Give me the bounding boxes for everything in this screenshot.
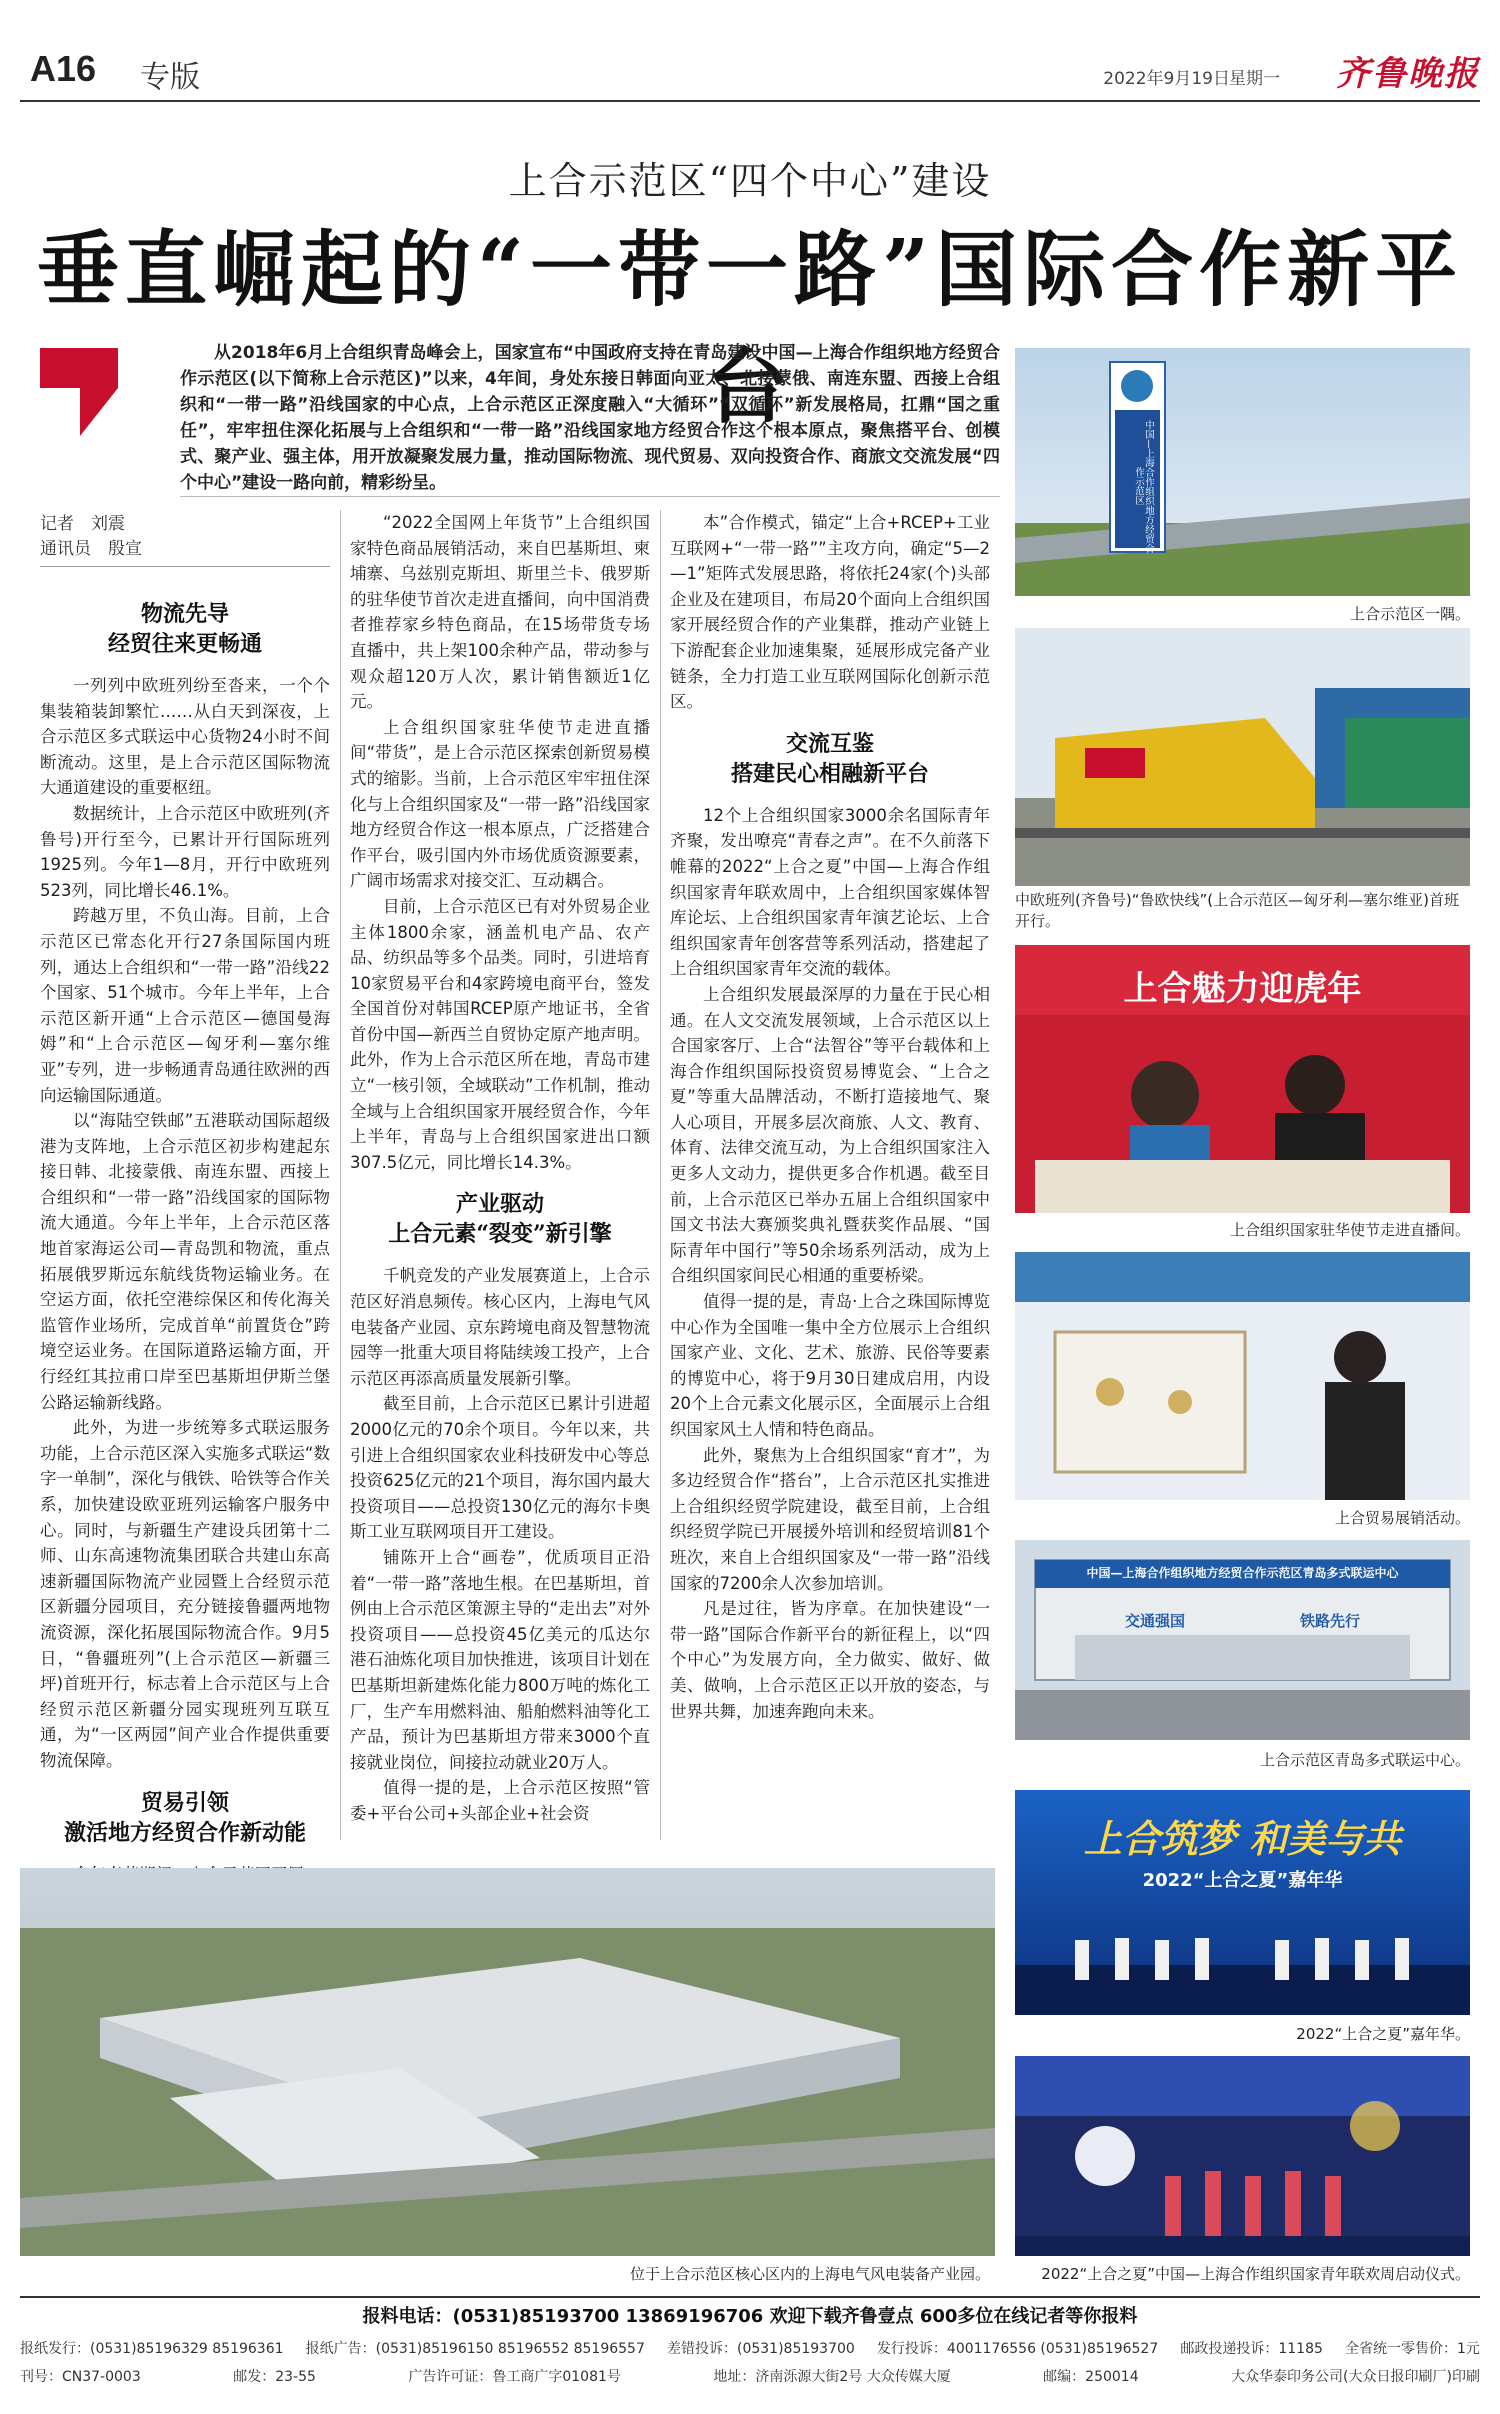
issue-weekday: 星期一 (1229, 69, 1280, 89)
logistics-banner: 中国—上海合作组织地方经贸合作示范区青岛多式联运中心 (1086, 1566, 1399, 1580)
paragraph: 千帆竞发的产业发展赛道上，上合示范区好消息频传。核心区内，上海电气风电装备产业园、京东跨境电商及智慧物流园等一批重大项目将陆续竣工投产，上合示范区再添高质量发展新引擎。 (350, 1266, 650, 1388)
paragraph: 12个上合组织国家3000余名国际青年齐聚，发出嘹亮“青春之声”。在不久前落下帷幕的2022“上合之夏”中国—上海合作组织国家青年联欢周中，上合组织国家媒体智库论坛、上合组织国家青年演艺论坛、上合组织国家青年创客营等系列活动，搭建起了上合组织国家青年交流的载体。 (670, 805, 990, 979)
paragraph: 上合组织国家驻华使节走进直播间“带货”，是上合示范区探索创新贸易模式的缩影。当前，上合示范区牢牢扭住深化与上合组织国家及“一带一路”沿线国家地方经贸合作这一根本原点，广泛搭建合作平台，吸引国内外市场优质资源要素，广阔市场需求对接交汇、互动耦合。 (350, 717, 650, 891)
column-rule (660, 510, 661, 1840)
photo-logistics-center (1015, 1540, 1470, 1740)
byline-correspondent: 通讯员 殷宣 (40, 539, 142, 559)
masthead (20, 44, 1480, 102)
footer-item: 广告许可证：鲁工商广字01081号 (408, 2369, 621, 2385)
headline: 垂直崛起的“一带一路”国际合作新平台 (36, 222, 1464, 435)
footer-row (20, 2338, 1480, 2358)
news-hotline: 报料电话：(0531)85193700 13869196706 欢迎下载齐鲁壹点 600多位在线记者等你报料 (362, 2306, 1138, 2327)
subhead: 物流先导 经贸往来更畅通 (107, 601, 262, 657)
photo-caption: 2022“上合之夏”中国—上海合作组织国家青年联欢周启动仪式。 (1041, 2265, 1470, 2283)
kicker: 上合示范区“四个中心”建设 (508, 159, 992, 203)
trade-fair-illustration (1015, 1252, 1470, 1500)
footer-item: 报纸发行：(0531)85196329 85196361 (20, 2341, 284, 2357)
paragraph: 此外，为进一步统筹多式联运服务功能，上合示范区深入实施多式联运“数字一单制”，深化与俄铁、哈铁等合作关系，加快建设欧亚班列运输客户服务中心。同时，与新疆生产建设兵团第十二师、山东高速物流集团联合共建山东高速新疆国际物流产业园暨上合经贸示范区新疆分园项目，充分链接鲁疆两地物流资源，深化拓展国际物流合作。9月5日，“鲁疆班列”(上合示范区—新疆三坪)首班开行，标志着上合示范区与上合经贸示范区新疆分园实现班列互联互通，为“一区两园”间产业合作提供重要物流保障。 (40, 1418, 330, 1770)
subhead: 贸易引领 激活地方经贸合作新动能 (63, 1789, 306, 1846)
paragraph: 跨越万里，不负山海。目前，上合示范区已常态化开行27条国际国内班列，通达上合组织和“一带一路”沿线22个国家、51个城市。今年上半年，上合示范区新开通“上合示范区—德国曼海姆”和“上合示范区—匈牙利—塞尔维亚”专列，进一步畅通青岛通往欧洲的西向运输国际通道。 (40, 906, 330, 1105)
newspaper-logo: 齐鲁晚报 (1336, 54, 1480, 94)
train-illustration (1015, 628, 1470, 886)
page-number: A16 (30, 48, 97, 89)
footer-row (20, 2366, 1480, 2386)
article-column-1 (40, 585, 330, 1855)
paragraph: 一列列中欧班列纷至沓来，一个个集装箱装卸繁忙……从白天到深夜，上合示范区多式联运中心货物24小时不间断流动。这里，是上合示范区国际物流大通道建设的重要枢纽。 (40, 676, 330, 798)
gate-sign: 交通强国 (1124, 1612, 1185, 1630)
byline-reporter: 记者 刘震 (40, 514, 125, 534)
footer-item: 发行投诉：4001176556 (0531)85196527 (876, 2341, 1159, 2357)
paragraph: 铺陈开上合“画卷”，优质项目正沿着“一带一路”落地生根。在巴基斯坦，首例由上合示范区策源主导的“走出去”对外投资项目——总投资45亿美元的瓜达尔港石油炼化项目加快推进，该项目计划在巴基斯坦新建炼化能力800万吨的炼化工厂，生产车用燃料油、船舶燃料油等化工产品，预计为巴基斯坦方带来3000个直接就业岗位，间接拉动就业20万人。 (350, 1547, 650, 1772)
footer-item: 大众华泰印务公司(大众日报印刷厂)印刷 (1231, 2369, 1480, 2385)
paragraph: 目前，上合示范区已有对外贸易企业主体1800余家，涵盖机电产品、农产品、纺织品等多个品类。同时，引进培育10家贸易平台和4家跨境电商平台，签发全国首份对韩国RCEP原产地证书，全省首份中国—新西兰自贸协定原产地声明。此外，作为上合示范区所在地，青岛市建立“一核引领，全域联动”工作机制，推动全域与上合组织国家开展经贸合作，今年上半年，青岛与上合组织国家进出口额307.5亿元，同比增长14.3%。 (350, 896, 650, 1172)
photo-train (1015, 628, 1470, 886)
subhead: 交流互鉴 搭建民心相融新平台 (730, 730, 929, 787)
photo-caption: 位于上合示范区核心区内的上海电气风电装备产业园。 (629, 2265, 990, 2283)
article-column-2 (350, 510, 650, 1855)
section-name: 专版 (140, 60, 200, 95)
footer-item: 邮发：23-55 (233, 2369, 316, 2385)
photo-caption: 上合组织国家驻华使节走进直播间。 (1229, 1221, 1470, 1239)
youth-festival-illustration (1015, 2056, 1470, 2256)
paragraph: 此外，聚焦为上合组织国家“育才”，为多边经贸合作“搭台”，上合示范区扎实推进上合组织经贸学院建设，截至目前，上合组织经贸学院已开展援外培训和经贸培训81个班次，来自上合组织国家及“一带一路”沿线国家的7200余人次参加培训。 (670, 1445, 990, 1593)
lead-marker-icon (40, 348, 118, 436)
carnival-subtitle: 2022“上合之夏”嘉年华 (1142, 1870, 1343, 1891)
photo-caption: 上合贸易展销活动。 (1334, 1509, 1470, 1527)
footer-item: 地址：济南泺源大街2号 大众传媒大厦 (713, 2369, 951, 2385)
photo-youth-festival (1015, 2056, 1470, 2256)
footer-item: 邮编：250014 (1043, 2369, 1139, 2385)
photo-carnival (1015, 1790, 1470, 2015)
photo-landmark (1015, 348, 1470, 596)
aerial-park-illustration (20, 1868, 995, 2256)
paragraph: 本”合作模式，锚定“上合+RCEP+工业互联网+“一带一路””主攻方向，确定“5—2—1”矩阵式发展思路，将依托24家(个)头部企业及在建项目，布局20个面向上合组织国家开展经贸合作的产业集群，推动产业链上下游配套企业加速集聚，延展形成完备产业链条，全力打造工业互联网国际化创新示范区。 (670, 513, 990, 712)
byline (40, 512, 330, 567)
gate-sign: 铁路先行 (1299, 1612, 1360, 1630)
livestream-banner: 上合魅力迎虎年 (1123, 969, 1362, 1009)
photo-aerial-industrial-park (20, 1868, 995, 2256)
photo-caption: 中欧班列(齐鲁号)“鲁欧快线”(上合示范区—匈牙利—塞尔维亚)首班开行。 (1015, 891, 1459, 930)
photo-livestream (1015, 945, 1470, 1213)
lead-rule (180, 496, 1000, 497)
footer-item: 差错投诉：(0531)85193700 (666, 2341, 855, 2357)
footer-item: 报纸广告：(0531)85196150 85196552 85196557 (305, 2341, 645, 2357)
paragraph: 凡是过往，皆为序章。在加快建设“一带一路”国际合作新平台的新征程上，以“四个中心”为发展方向，全力做实、做好、做美、做响，上合示范区正以开放的姿态，与世界共舞，加速奔跑向未来。 (670, 1599, 990, 1721)
footer-item: 全省统一零售价：1元 (1345, 2341, 1480, 2357)
article-column-3 (670, 510, 990, 1855)
paragraph: “2022全国网上年货节”上合组织国家特色商品展销活动，来自巴基斯坦、柬埔寨、乌兹别克斯坦、斯里兰卡、俄罗斯的驻华使节首次走进直播间，向中国消费者推荐家乡特色商品，在15场带货专场直播中，共上架100余种产品，带动参与观众超120万人次，累计销售额近1亿元。 (350, 513, 650, 712)
carnival-title: 上合筑梦 和美与共 (1083, 1817, 1402, 1861)
lead-paragraph: 从2018年6月上合组织青岛峰会上，国家宣布“中国政府支持在青岛建设中国—上海合作组织地方经贸合作示范区(以下简称上合示范区)”以来，4年间，身处东接日韩面向亚太、北接蒙俄、南连东盟、西接上合组织和“一带一路”沿线国家的中心点，上合示范区正深度融入“大循环”“双循环”新发展格局，扛鼎“国之重任”，牢牢扭住深化拓展与上合组织和“一带一路”沿线国家地方经贸合作这个根本原点，聚焦搭平台、创模式、聚产业、强主体，用开放凝聚发展力量，推动国际物流、现代贸易、双向投资合作、商旅文交流发展“四个中心”建设一路向前，精彩纷呈。 (180, 343, 1000, 493)
footer-item: 邮政投递投诉：11185 (1180, 2341, 1323, 2357)
photo-trade-fair (1015, 1252, 1470, 1500)
landmark-illustration (1015, 348, 1470, 596)
paragraph: 截至目前，上合示范区已累计引进超2000亿元的70余个项目。今年以来，共引进上合组织国家农业科技研发中心等总投资625亿元的21个项目，海尔国内最大投资项目——总投资130亿元的海尔卡奥斯工业互联网项目开工建设。 (350, 1394, 650, 1542)
paragraph: 以“海陆空铁邮”五港联动国际超级港为支阵地，上合示范区初步构建起东接日韩、北接蒙俄、南连东盟、西接上合组织和“一带一路”沿线国家的国际物流大通道。今年上半年，上合示范区落地首家海运公司—青岛凯和物流，重点拓展俄罗斯远东航线货物运输业务。在空运方面，依托空港综保区和传化海关监管作业场所，完成首单“前置货仓”跨境空运业务。在国际道路运输方面，开行经红其拉甫口岸至巴基斯坦伊斯兰堡公路运输新线路。 (40, 1111, 330, 1412)
issue-date: 2022年9月19日 (1103, 69, 1230, 89)
landmark-sign-text: 中国—上海合作组织地方经贸合作示范区 (1133, 419, 1154, 553)
column-rule (340, 510, 341, 1840)
paragraph: 上合组织发展最深厚的力量在于民心相通。在人文交流发展领域，上合示范区以上合国家客厅、上合“法智谷”等平台载体和上海合作组织国际投资贸易博览会、“上合之夏”等重大品牌活动，不断打造接地气、聚人心项目，开展多层次商旅、人文、教育、体育、法律交流互动，为上合组织国家注入更多人文动力，提供更多合作机遇。截至目前，上合示范区已举办五届上合组织国家中国文书法大赛颁奖典礼暨获奖作品展、“国际青年中国行”等50余场系列活动，成为上合组织国家间民心相通的重要桥梁。 (670, 984, 990, 1286)
photo-caption: 上合示范区一隅。 (1349, 605, 1470, 623)
photo-caption: 2022“上合之夏”嘉年华。 (1296, 2025, 1470, 2043)
photo-caption: 上合示范区青岛多式联运中心。 (1259, 1751, 1470, 1769)
paragraph: 数据统计，上合示范区中欧班列(齐鲁号)开行至今，已累计开行国际班列1925列。今年1—8月，开行中欧班列523列，同比增长46.1%。 (40, 803, 330, 900)
footer-item: 刊号：CN37-0003 (20, 2369, 141, 2385)
paragraph: 值得一提的是，上合示范区按照“管委+平台公司+头部企业+社会资 (350, 1778, 650, 1823)
paragraph: 值得一提的是，青岛·上合之珠国际博览中心作为全国唯一集中全方位展示上合组织国家产业、文化、艺术、旅游、民俗等要素的博览中心，将于9月30日建成启用，内设20个上合元素文化展示区，全面展示上合组织国家风土人情和特色商品。 (670, 1292, 990, 1439)
footer-rule (20, 2296, 1480, 2298)
subhead: 产业驱动 上合元素“裂变”新引擎 (388, 1191, 612, 1248)
